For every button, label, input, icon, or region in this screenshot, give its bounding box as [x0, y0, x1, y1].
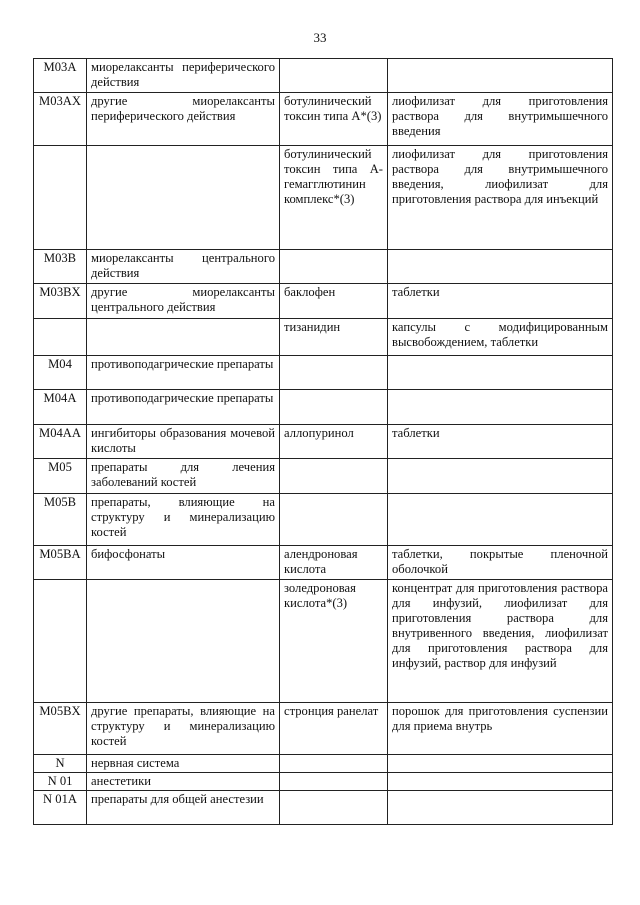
dosage-form: таблетки [388, 425, 613, 459]
drug-name: алендроновая кислота [280, 546, 388, 580]
drug-name [280, 390, 388, 425]
dosage-form: таблетки [388, 284, 613, 319]
table-row [34, 146, 613, 250]
dosage-form: лиофилизат для приготовления раствора для внутримышечного введения [388, 93, 613, 146]
drug-name: ботулинический токсин типа А*(3) [280, 93, 388, 146]
dosage-form: порошок для приготовления суспензии для приема внутрь [388, 703, 613, 755]
drug-name: баклофен [280, 284, 388, 319]
atc-code: M05 [34, 459, 87, 494]
atc-code: N 01A [34, 791, 87, 825]
drug-name: золедроновая кислота*(3) [280, 580, 388, 703]
drug-classification-table [33, 58, 613, 825]
group-name: бифосфонаты [87, 546, 280, 580]
dosage-form [388, 755, 613, 773]
group-name: другие миорелаксанты периферического действия [87, 93, 280, 146]
dosage-form [388, 390, 613, 425]
atc-code [34, 580, 87, 703]
atc-code: M05BA [34, 546, 87, 580]
drug-name [280, 773, 388, 791]
atc-code: N [34, 755, 87, 773]
dosage-form [388, 494, 613, 546]
atc-code: M03A [34, 59, 87, 93]
group-name: препараты для лечения заболеваний костей [87, 459, 280, 494]
table-row [34, 546, 613, 580]
atc-code: M05BX [34, 703, 87, 755]
dosage-form [388, 356, 613, 390]
drug-name [280, 791, 388, 825]
dosage-form [388, 791, 613, 825]
table-row [34, 773, 613, 791]
table-row [34, 580, 613, 703]
group-name: другие миорелаксанты центрального действия [87, 284, 280, 319]
atc-code [34, 319, 87, 356]
drug-name [280, 59, 388, 93]
group-name: препараты для общей анестезии [87, 791, 280, 825]
atc-code: M03AX [34, 93, 87, 146]
drug-name [280, 250, 388, 284]
table-row [34, 791, 613, 825]
drug-name [280, 459, 388, 494]
table-row [34, 390, 613, 425]
drug-name [280, 356, 388, 390]
atc-code [34, 146, 87, 250]
page-number: 33 [313, 30, 327, 45]
table-row [34, 250, 613, 284]
group-name: ингибиторы образования мочевой кислоты [87, 425, 280, 459]
table-row [34, 319, 613, 356]
drug-name [280, 755, 388, 773]
drug-name [280, 494, 388, 546]
atc-code: M04A [34, 390, 87, 425]
atc-code: M04AA [34, 425, 87, 459]
table-row [34, 59, 613, 93]
table-row [34, 284, 613, 319]
dosage-form [388, 250, 613, 284]
table-row [34, 425, 613, 459]
atc-code: M03BX [34, 284, 87, 319]
dosage-form: концентрат для приготовления раствора для инфузий, лиофилизат для приготовления раствора для внутривенного введения, лиофилизат для приготовления раствора для инфузий, раствор для инфузий [388, 580, 613, 703]
table-row [34, 755, 613, 773]
table-row [34, 356, 613, 390]
group-name: анестетики [87, 773, 280, 791]
dosage-form: таблетки, покрытые пленочной оболочкой [388, 546, 613, 580]
group-name: препараты, влияющие на структуру и минерализацию костей [87, 494, 280, 546]
drug-name: ботулинический токсин типа А-гемагглютинин комплекс*(3) [280, 146, 388, 250]
dosage-form [388, 59, 613, 93]
group-name: миорелаксанты периферического действия [87, 59, 280, 93]
dosage-form: капсулы с модифицированным высвобождением, таблетки [388, 319, 613, 356]
table-row [34, 459, 613, 494]
drug-name: аллопуринол [280, 425, 388, 459]
group-name: противоподагрические препараты [87, 390, 280, 425]
group-name [87, 146, 280, 250]
atc-code: M05B [34, 494, 87, 546]
group-name: другие препараты, влияющие на структуру и минерализацию костей [87, 703, 280, 755]
atc-code: N 01 [34, 773, 87, 791]
group-name [87, 319, 280, 356]
table-row [34, 494, 613, 546]
group-name: противоподагрические препараты [87, 356, 280, 390]
group-name [87, 580, 280, 703]
dosage-form [388, 459, 613, 494]
group-name: миорелаксанты центрального действия [87, 250, 280, 284]
atc-code: M03B [34, 250, 87, 284]
table-row [34, 93, 613, 146]
table-row [34, 703, 613, 755]
atc-code: M04 [34, 356, 87, 390]
drug-name: стронция ранелат [280, 703, 388, 755]
dosage-form: лиофилизат для приготовления раствора для внутримышечного введения, лиофилизат для приготовления раствора для инъекций [388, 146, 613, 250]
drug-name: тизанидин [280, 319, 388, 356]
dosage-form [388, 773, 613, 791]
group-name: нервная система [87, 755, 280, 773]
